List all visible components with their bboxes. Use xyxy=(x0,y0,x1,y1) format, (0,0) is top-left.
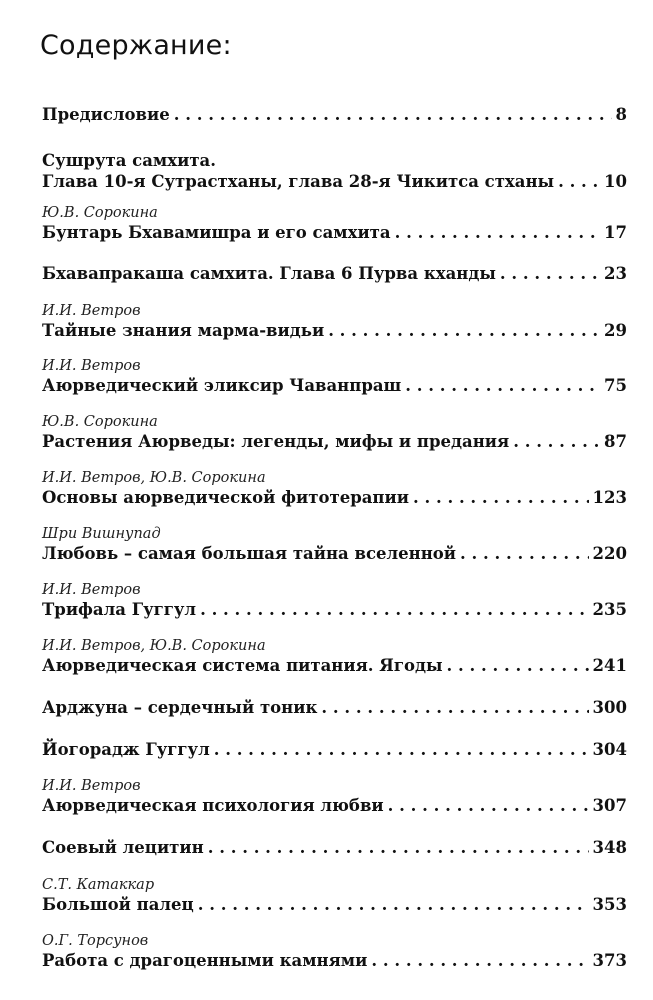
toc-entry[interactable] xyxy=(42,581,627,620)
entry-title: Аюрведическая система питания. Ягоды xyxy=(42,656,443,675)
toc-entry[interactable] xyxy=(42,204,627,243)
entry-title: Йогорадж Гуггул xyxy=(42,740,210,759)
toc-entry[interactable] xyxy=(42,357,627,396)
page-number: 241 xyxy=(592,656,627,675)
entry-author: И.И. Ветров, Ю.В. Сорокина xyxy=(42,470,266,486)
page-number: 220 xyxy=(592,544,627,563)
toc-line xyxy=(42,104,627,125)
page-title: Содержание: xyxy=(40,30,232,61)
entry-author: И.И. Ветров xyxy=(42,582,141,598)
toc-line xyxy=(42,263,627,284)
entry-author: Ю.В. Сорокина xyxy=(42,205,158,221)
page-number: 87 xyxy=(604,432,627,451)
toc-line xyxy=(42,894,627,915)
dot-leader xyxy=(371,950,588,971)
entry-author: И.И. Ветров xyxy=(42,778,141,794)
toc-line xyxy=(42,222,627,243)
toc-line xyxy=(42,795,627,816)
page-number: 373 xyxy=(592,951,627,970)
dot-leader xyxy=(500,263,600,284)
entry-title: Растения Аюрведы: легенды, мифы и предания xyxy=(42,432,510,451)
dot-leader xyxy=(214,739,589,760)
dot-leader xyxy=(174,104,612,125)
toc-line xyxy=(42,697,627,718)
page-number: 235 xyxy=(592,600,627,619)
entry-title: Тайные знания марма-видьи xyxy=(42,321,325,340)
page-number: 75 xyxy=(604,376,627,395)
dot-leader xyxy=(388,795,589,816)
entry-title: Глава 10-я Сутрастханы, глава 28-я Чикитса стханы xyxy=(42,172,555,191)
toc-entry[interactable] xyxy=(42,876,627,915)
entry-title: Соевый лецитин xyxy=(42,838,204,857)
entry-author: И.И. Ветров xyxy=(42,303,141,319)
toc-entry[interactable] xyxy=(42,263,627,284)
toc-entry[interactable] xyxy=(42,104,627,125)
page-number: 123 xyxy=(592,488,627,507)
dot-leader xyxy=(200,599,588,620)
page-number: 10 xyxy=(604,172,627,191)
dot-leader xyxy=(328,320,600,341)
page-number: 300 xyxy=(592,698,627,717)
entry-title: Бхавапракаша самхита. Глава 6 Пурва кханды xyxy=(42,264,496,283)
toc-line xyxy=(42,837,627,858)
toc-entry[interactable] xyxy=(42,302,627,341)
entry-author: Ю.В. Сорокина xyxy=(42,414,158,430)
page-number: 307 xyxy=(592,796,627,815)
page-number: 17 xyxy=(604,223,627,242)
entry-title-line1: Сушрута самхита. xyxy=(42,151,216,170)
toc-entry[interactable] xyxy=(42,697,627,718)
entry-title: Трифала Гуггул xyxy=(42,600,197,619)
page-number: 353 xyxy=(592,895,627,914)
entry-author: С.Т. Катаккар xyxy=(42,877,155,893)
dot-leader xyxy=(558,171,600,192)
toc-line xyxy=(42,171,627,192)
dot-leader xyxy=(447,655,589,676)
entry-title: Аюрведический эликсир Чаванпраш xyxy=(42,376,402,395)
toc-line xyxy=(42,375,627,396)
toc-entry[interactable] xyxy=(42,413,627,452)
page-number: 348 xyxy=(592,838,627,857)
dot-leader xyxy=(198,894,589,915)
dot-leader xyxy=(395,222,600,243)
entry-title: Арджуна – сердечный тоник xyxy=(42,698,318,717)
toc-line xyxy=(42,487,627,508)
dot-leader xyxy=(413,487,589,508)
toc-line xyxy=(42,950,627,971)
entry-title: Любовь – самая большая тайна вселенной xyxy=(42,544,457,563)
page-number: 8 xyxy=(615,105,627,124)
dot-leader xyxy=(208,837,589,858)
entry-title: Основы аюрведической фитотерапии xyxy=(42,488,409,507)
page-number: 304 xyxy=(592,740,627,759)
entry-author: О.Г. Торсунов xyxy=(42,933,149,949)
toc-entry[interactable] xyxy=(42,837,627,858)
toc-entry[interactable] xyxy=(42,525,627,564)
toc-line xyxy=(42,320,627,341)
toc-entry[interactable] xyxy=(42,739,627,760)
dot-leader xyxy=(405,375,600,396)
entry-title: Аюрведическая психология любви xyxy=(42,796,384,815)
toc-entry[interactable] xyxy=(42,637,627,676)
toc-entry[interactable] xyxy=(42,777,627,816)
toc-entry[interactable] xyxy=(42,150,627,192)
toc-entry[interactable] xyxy=(42,469,627,508)
toc-line xyxy=(42,431,627,452)
dot-leader xyxy=(513,431,600,452)
toc-entry[interactable] xyxy=(42,932,627,971)
toc-line xyxy=(42,543,627,564)
page-number: 23 xyxy=(604,264,627,283)
page-number: 29 xyxy=(604,321,627,340)
toc-line xyxy=(42,739,627,760)
dot-leader xyxy=(321,697,588,718)
entry-author: И.И. Ветров, Ю.В. Сорокина xyxy=(42,638,266,654)
dot-leader xyxy=(460,543,589,564)
entry-title: Бунтарь Бхавамишра и его самхита xyxy=(42,223,391,242)
entry-title: Предисловие xyxy=(42,105,170,124)
entry-title: Большой палец xyxy=(42,895,194,914)
entry-author: И.И. Ветров xyxy=(42,358,141,374)
toc-line xyxy=(42,599,627,620)
entry-author: Шри Вишнупад xyxy=(42,526,161,542)
entry-title: Работа с драгоценными камнями xyxy=(42,951,368,970)
toc-line xyxy=(42,655,627,676)
